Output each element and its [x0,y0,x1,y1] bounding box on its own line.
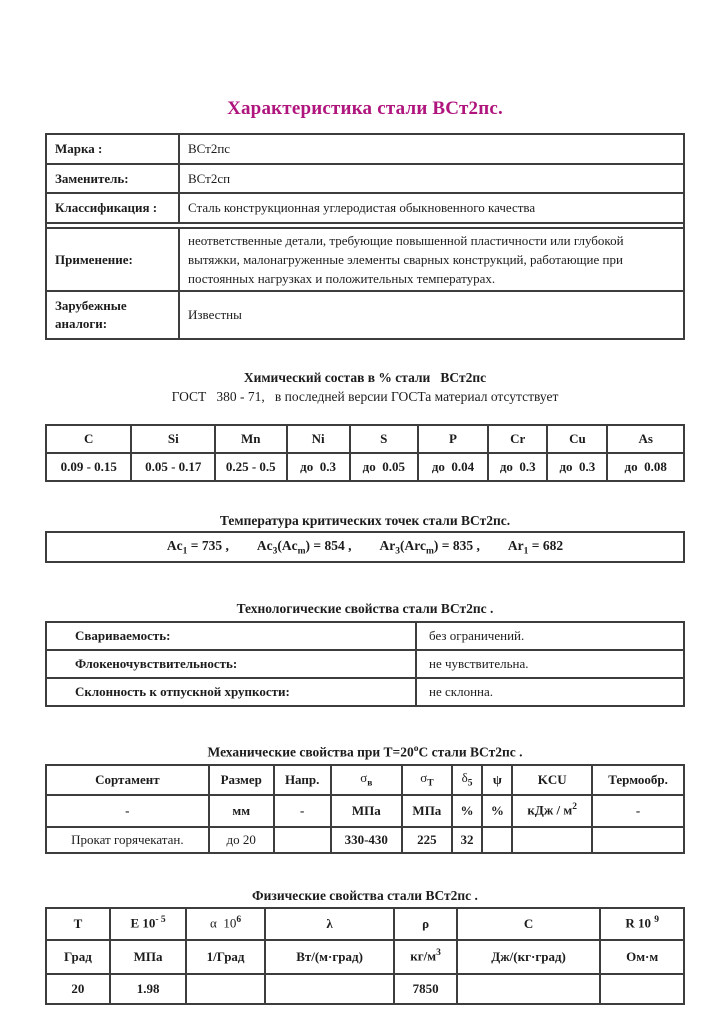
table-row [46,650,684,678]
mech-unit-cell: МПа [402,795,452,827]
phys-data-cell [600,974,684,1004]
chem-header-cell: C [46,425,131,453]
table-row [46,164,684,193]
chem-value-cell: до 0.04 [418,453,488,481]
mech-data-cell [482,827,512,853]
steel-info-table [45,133,685,340]
critical-points-heading: Температура критических точек стали ВСт2пс. [219,513,511,528]
phys-data-cell [457,974,601,1004]
phys-data-cell: 1.98 [110,974,187,1004]
table-row [46,291,684,339]
info-value-primenenie: неответственные детали, требующие повышенной пластичности или глубокой вытяжки, малонагруженные элементы сварных конструкций, работающие при постоянных нагрузках и положительных температурах. [179,228,684,291]
phys-header-row [46,908,684,940]
mech-header-cell-sigma-t: $\sigma_Т$ [402,765,452,795]
page-title: Характеристика стали ВСт2пс. [227,98,503,119]
chem-header-row [46,425,684,453]
mech-header-cell-sigma-b: $\sigma_в$ [331,765,402,795]
mech-header-cell: Напр. [274,765,331,795]
phys-units-row [46,940,684,974]
mech-header-cell: KCU [512,765,592,795]
gost-line: ГОСТ 380 - 71, в последней версии ГОСТа материал отсутствует [171,389,559,404]
critical-entry: $Ac_1 = 735$ , [166,537,229,557]
phys-header-cell-rho: ρ [394,908,457,940]
chem-value-cell: до 0.3 [547,453,607,481]
info-value-analogi: Известны [179,291,684,339]
chem-value-cell: до 0.3 [488,453,547,481]
chem-value-cell: 0.05 - 0.17 [131,453,215,481]
chem-value-cell: до 0.05 [350,453,418,481]
mech-data-cell: Прокат горячекатан. [46,827,209,853]
info-label-primenenie: Применение: [46,228,179,291]
phys-unit-cell: 1/Град [186,940,264,974]
tech-label-svarivaemost: Свариваемость: [46,622,416,650]
tech-value-floken: не чувствительна. [416,650,684,678]
mech-unit-cell: мм [209,795,274,827]
mech-data-cell [512,827,592,853]
tech-properties-table [45,621,685,707]
mech-section-heading: Механические свойства при $Т=20^оС$ стали ВСт2пс . [207,744,523,760]
phys-data-cell [265,974,395,1004]
phys-data-cell: 20 [46,974,110,1004]
chemical-section-heading: Химический состав в % стали ВСт2пс [243,370,487,385]
critical-entry: $Ar_1 = 682$ [507,537,564,557]
chem-header-cell: Ni [287,425,350,453]
mech-properties-table [45,764,685,854]
chem-value-cell: до 0.3 [287,453,350,481]
critical-entry: $Ac_3(Ac_m) = 854$ , [256,537,352,557]
phys-data-cell [186,974,264,1004]
chem-header-cell: P [418,425,488,453]
phys-unit-cell-kgm3: $кг/м^3$ [394,940,457,974]
tech-label-hrupkost: Склонность к отпускной хрупкости: [46,678,416,706]
tech-value-svarivaemost: без ограничений. [416,622,684,650]
phys-header-cell-E: E $10^{- 5}$ [110,908,187,940]
mech-data-cell: 330-430 [331,827,402,853]
chem-header-cell: Si [131,425,215,453]
mech-header-cell-psi: ψ [482,765,512,795]
phys-properties-table [45,907,685,1005]
chem-values-row [46,453,684,481]
tech-value-hrupkost: не склонна. [416,678,684,706]
mech-data-row [46,827,684,853]
table-row [46,622,684,650]
mech-data-cell: 32 [452,827,483,853]
mech-unit-cell: - [274,795,331,827]
info-value-marka: ВСт2пс [179,134,684,164]
phys-header-cell-alpha: α $10^6$ [186,908,264,940]
phys-unit-cell: МПа [110,940,187,974]
mech-unit-cell: % [482,795,512,827]
phys-header-cell-R: R 10 $^9$ [600,908,684,940]
mech-unit-cell: - [592,795,684,827]
mech-unit-cell: МПа [331,795,402,827]
mech-header-cell: Размер [209,765,274,795]
chemical-composition-table [45,424,685,482]
mech-unit-cell: % [452,795,483,827]
phys-unit-cell: Ом·м [600,940,684,974]
mech-unit-cell-kcu: кДж / $м^2$ [512,795,592,827]
chem-header-cell: Cu [547,425,607,453]
phys-header-cell-lambda: λ [265,908,395,940]
phys-unit-cell: Град [46,940,110,974]
mech-data-cell [592,827,684,853]
table-row [46,134,684,164]
mech-header-cell: Термообр. [592,765,684,795]
table-row [46,193,684,223]
mech-data-cell: 225 [402,827,452,853]
info-label-analogi: Зарубежные аналоги: [46,291,179,339]
table-row [46,678,684,706]
table-row [46,228,684,291]
tech-section-heading: Технологические свойства стали ВСт2пс . [236,601,494,616]
phys-header-cell-C: C [457,908,601,940]
info-label-klassifikaciya: Классификация : [46,193,179,223]
phys-data-cell: 7850 [394,974,457,1004]
mech-unit-cell: - [46,795,209,827]
info-label-marka: Марка : [46,134,179,164]
phys-unit-cell: Дж/(кг·град) [457,940,601,974]
chem-value-cell: 0.09 - 0.15 [46,453,131,481]
critical-points-box [45,531,685,563]
info-label-zamenitel: Заменитель: [46,164,179,193]
chem-header-cell: Cr [488,425,547,453]
chem-value-cell: 0.25 - 0.5 [215,453,286,481]
chem-header-cell: S [350,425,418,453]
chem-header-cell: As [607,425,684,453]
info-value-klassifikaciya: Сталь конструкционная углеродистая обыкновенного качества [179,193,684,223]
chem-header-cell: Mn [215,425,286,453]
chem-value-cell: до 0.08 [607,453,684,481]
mech-header-cell: Сортамент [46,765,209,795]
mech-header-cell-delta5: $\delta_5$ [452,765,483,795]
critical-entry: $Ar_3(Arc_m) = 835$ , [379,537,480,557]
phys-data-row [46,974,684,1004]
tech-label-floken: Флокеночувствительность: [46,650,416,678]
phys-header-cell-T: T [46,908,110,940]
info-value-zamenitel: ВСт2сп [179,164,684,193]
mech-data-cell [274,827,331,853]
mech-data-cell: до 20 [209,827,274,853]
mech-header-row [46,765,684,795]
phys-section-heading: Физические свойства стали ВСт2пс . [252,887,478,903]
mech-units-row [46,795,684,827]
phys-unit-cell: Вт/(м·град) [265,940,395,974]
